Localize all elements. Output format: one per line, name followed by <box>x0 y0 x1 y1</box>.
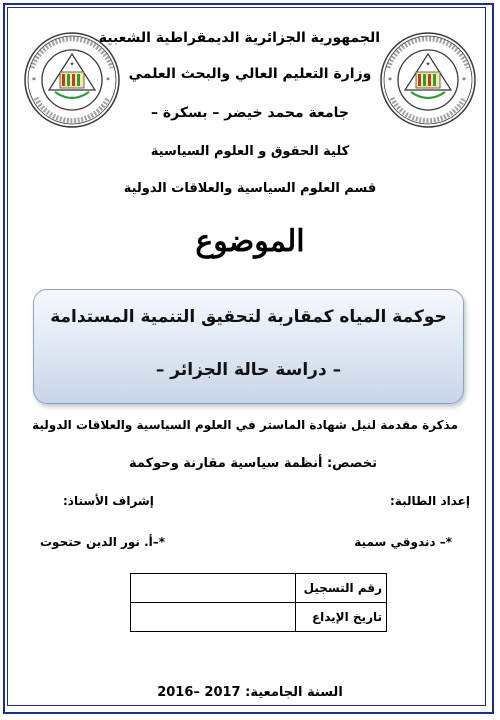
academic-year-value: 2016– 2017 <box>157 685 241 700</box>
svg-text:✦: ✦ <box>69 61 75 68</box>
faculty-name: كلية الحقوق و العلوم السياسية <box>150 144 350 159</box>
thesis-title: حوكمة المياه كمقاربة لتحقيق التنمية المستدامة <box>50 307 447 327</box>
deposit-date-label: تاريخ الإيداع <box>296 603 387 632</box>
svg-text:✦: ✦ <box>425 61 431 68</box>
student-label: إعداد الطالبة: <box>390 494 470 508</box>
academic-year-label: السنة الجامعية: <box>245 685 343 700</box>
table-row <box>131 574 387 603</box>
svg-text:*: * <box>388 76 392 85</box>
deposit-date-value <box>131 603 296 632</box>
subject-heading: الموضوع <box>195 224 305 259</box>
svg-text:*: * <box>106 76 110 85</box>
registration-number-label: رقم التسجيل <box>296 574 387 603</box>
supervisor-name: *–أ. نور الدين حتحوت <box>40 535 166 549</box>
republic-name: الجمهورية الجزائرية الديمقراطية الشعبية <box>98 30 380 46</box>
university-seal-right <box>378 30 478 130</box>
registration-number-value <box>131 574 296 603</box>
table-row <box>131 603 387 632</box>
registration-table <box>130 573 387 632</box>
svg-text:*: * <box>462 76 466 85</box>
memo-statement: مذكرة مقدمة لنيل شهادة الماستر في العلوم السياسية والعلاقات الدولية <box>32 418 458 432</box>
academic-year <box>0 685 500 700</box>
department-name: قسم العلوم السياسية والعلاقات الدولية <box>123 181 377 196</box>
svg-text:*: * <box>32 76 36 85</box>
ministry-name: وزارة التعليم العالي والبحث العلمي <box>128 66 372 82</box>
university-name: جامعة محمد خيضر – بسكرة – <box>151 105 349 121</box>
case-study-subtitle: – دراسة حالة الجزائر – <box>155 360 342 380</box>
supervisor-label: إشراف الأستاذ: <box>63 494 154 508</box>
student-name: *– دندوقي سمية <box>354 535 452 549</box>
specialty-line: تخصص: أنظمة سياسية مقارنة وحوكمة <box>129 456 377 471</box>
title-box <box>33 289 464 404</box>
